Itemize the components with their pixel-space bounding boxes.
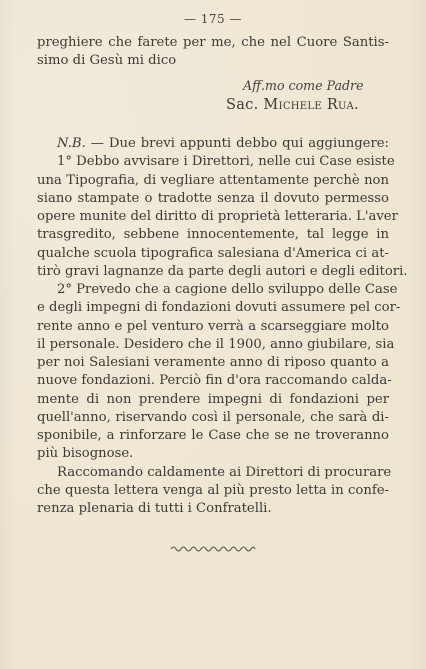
closing-formula: Aff.mo come Padre	[243, 78, 364, 93]
text-line: che questa lettera venga al più presto letta in confe-	[37, 482, 389, 498]
text-line: rente anno e pel venturo verrà a scarseggiare molto	[37, 318, 389, 334]
page-number: — 175 —	[183, 12, 243, 26]
text-line: tirò gravi lagnanze da parte degli autori e degli editori.	[37, 263, 408, 279]
text-line: mente di non prendere impegni di fondazioni per	[37, 391, 389, 407]
note-section	[37, 135, 408, 518]
wavy-ornament	[170, 544, 256, 554]
text-line: sponibile, a rinforzare le Case che se ne troveranno	[37, 428, 389, 443]
text-line: qualche scuola tipografica salesiana d'America ci at-	[37, 245, 389, 261]
text-line: siano stampate o tradotte senza il dovuto permesso	[37, 190, 389, 206]
text-line: una Tipografia, di vegliare attentamente perchè non	[37, 172, 389, 188]
text-line: opere munite del diritto di proprietà letteraria. L'aver	[37, 209, 398, 224]
text-line: renza plenaria di tutti i Confratelli.	[37, 501, 272, 516]
text-line: 1° Debbo avvisare i Direttori, nelle cui Case esiste	[57, 154, 395, 170]
signature	[226, 97, 359, 113]
text-line: e degli impegni di fondazioni dovuti assumere pel cor-	[37, 300, 401, 316]
text-line: il personale. Desidero che il 1900, anno giubilare, sia	[37, 336, 395, 352]
text-line: nuove fondazioni. Perciò fin d'ora raccomando calda-	[37, 373, 392, 389]
text-line: trasgredito, sebbene innocentemente, tal legge in	[37, 227, 389, 243]
note-intro: — Due brevi appunti debbo qui aggiungere:	[85, 136, 389, 151]
text-line: Raccomando caldamente ai Direttori di procurare	[57, 464, 392, 480]
signature-title: Sac.	[226, 97, 264, 113]
opening-paragraph	[37, 34, 389, 71]
note-heading-line	[37, 135, 389, 153]
text-line: per noi Salesiani veramente anno di riposo quanto a	[37, 355, 389, 370]
text-line: più bisognose.	[37, 446, 134, 462]
note-label: N.B.	[57, 136, 86, 151]
text-line: 2° Prevedo che a cagione dello sviluppo delle Case	[57, 282, 398, 297]
text-line: preghiere che farete per me, che nel Cuore Santis-	[37, 35, 389, 50]
text-line: quell'anno, riservando così il personale, che sarà di-	[37, 409, 389, 425]
signature-name: Michele Rua.	[263, 97, 359, 113]
text-line: simo di Gesù mi dico	[37, 53, 177, 69]
